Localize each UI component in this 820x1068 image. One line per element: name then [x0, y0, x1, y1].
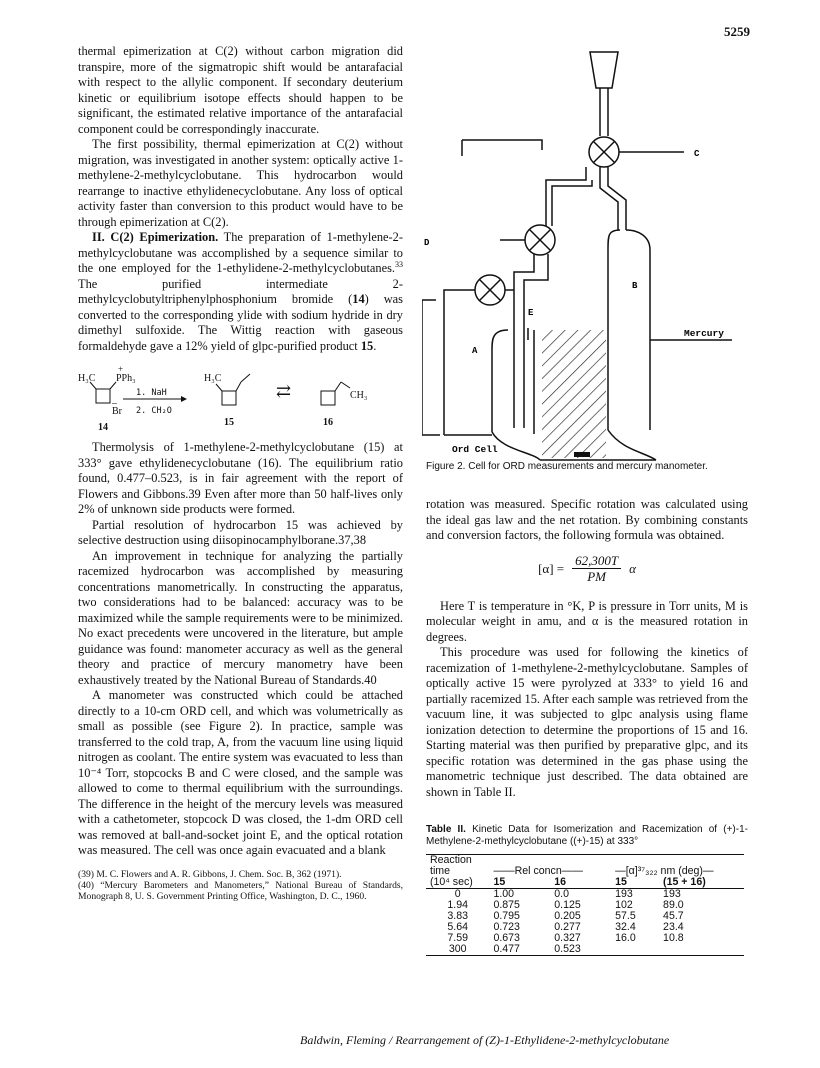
left-column [78, 44, 403, 902]
table-header: ——Rel concn—— [493, 865, 583, 877]
table-row: 5.64 0.723 0.277 32.4 23.4 [447, 921, 684, 933]
paragraph: thermal epimerization at C(2) without carbon migration did transpire, more of the sigmatropic shift would be antarafacial with respect to the allylic component. If secondary deuterium kinetic or equilibrium isotope effects should happen to be significant, the estimated relative importance of the antarafacial component could be correspondingly inaccurate. [78, 44, 403, 136]
paragraph: Thermolysis of 1-methylene-2-methylcyclobutane (15) at 333° gave ethylidenecyclobutane (16). The equilibrium ratio found, 0.477–0.523, is in fair agreement with the report of Flowers and Gibbons.39 Even after more than 50 half-lives only 2% of unknown side products were formed. [78, 440, 403, 516]
reference-39: (39) M. C. Flowers and A. R. Gibbons, J. Chem. Soc. B, 362 (1971). [78, 868, 342, 880]
ch3-label: CH₃ [350, 390, 368, 401]
reference-40: (40) “Mercury Barometers and Manometers,” National Bureau of Standards, Monograph 8, U. S. Government Printing Office, Washington, D. C., 1960. [78, 879, 403, 902]
reagent-2: 2. CH₂O [136, 406, 172, 416]
table-title: Table II. Kinetic Data for Isomerization and Racemization of (+)-1-Methylene-2-methylcyclobutane ((+)-15) at 333° [426, 824, 748, 847]
paragraph: An improvement in technique for analyzing the partially racemized hydrocarbon was accomplished by measuring concentrations manometrically. In constructing the apparatus, two considerations had to be balanced: accuracy was to be maximized while the sample requirements were to be minimized. No exact precedents were uncovered in the literature, but ample guidance was found: manometer accuracy as well as the general theory and practice of mercury manometry have been exhaustively treated by the National Bureau of Standards.40 [78, 548, 403, 687]
label-a: A [472, 346, 478, 356]
h3c-label: H₃C [204, 373, 222, 384]
table-row: 0 1.00 0.0 193 193 [454, 888, 681, 900]
table-header: time [430, 865, 451, 877]
paragraph: This procedure was used for following the kinetics of racemization of 1-methylene-2-methylcyclobutane. Samples of optically active 15 were pyrolyzed at 333° to yield 16 and partially racemized 15. After each sample was retrieved from the vacuum line, it was subjected to glpc analysis using flame ionization detection to determine the proportions of 15 and 16. Starting material was then purified by preparative glpc, and its specific rotation was determined in the gas phase using the manometric technique just described. The data obtained are shown in Table II. [426, 645, 748, 799]
specific-rotation-formula [426, 553, 748, 585]
formula-lhs: [α] = [538, 560, 565, 576]
running-footer: Baldwin, Fleming / Rearrangement of (Z)-1-Ethylidene-2-methylcyclobutane [300, 1033, 670, 1047]
label-ord-cell: Ord Cell [452, 444, 498, 455]
table-header: —[α]³⁷₃₂₂ nm (deg)— [615, 865, 714, 877]
paragraph: Partial resolution of hydrocarbon 15 was achieved by selective destruction using diisopinocamphylborane.37,38 [78, 517, 403, 547]
kinetic-data-table [426, 854, 744, 956]
pph3-label: PPh₃ [116, 373, 136, 384]
right-column [426, 497, 748, 956]
table-header: 16 [554, 876, 567, 888]
h3c-label: H₃C [78, 373, 96, 384]
paragraph: The first possibility, thermal epimerization at C(2) without migration, was investigated in another system: optically active 1-methylene-2-methylcyclobutane. This hydrocarbon would rearrange to inactive ethylidenecyclobutane. Any loss of optical activity faster than conversion to this product would have to be through epimerization at C(2). [78, 137, 403, 229]
label-e: E [528, 308, 534, 318]
formula-alpha: α [629, 560, 636, 576]
formula-fraction [572, 553, 621, 585]
label-mercury: Mercury [684, 328, 724, 339]
label-c: C [694, 149, 700, 159]
table-row: 1.94 0.875 0.125 102 89.0 [447, 899, 684, 911]
page-number: 5259 [724, 24, 750, 39]
table-row: 300 0.477 0.523 [448, 943, 581, 955]
plus-charge: + [118, 364, 124, 374]
paragraph: A manometer was constructed which could be attached directly to a 10-cm ORD cell, and which was volumetrically as small as possible (see Figure 2). In practice, sample was transferred to the cold trap, A, from the vacuum line using liquid nitrogen as coolant. The entire system was evacuated to less than 10⁻⁴ Torr, stopcocks B and C were closed, and the sample was allowed to come to thermal equilibrium with the surroundings. The difference in the height of the mercury levels was measured with a cathetometer, stopcock D was closed, the 1-dm ORD cell was removed at ball-and-socket joint E, and the optical rotation was measured. The cell was once again evacuated and a blank [78, 688, 403, 857]
reagent-1: 1. NaH [136, 388, 167, 398]
table-header: (15 + 16) [663, 876, 706, 888]
formula-numerator: 62,300T [572, 553, 621, 570]
table-header: 15 [615, 876, 627, 888]
table-row: 7.59 0.673 0.327 16.0 10.8 [447, 932, 684, 944]
label-b: B [632, 281, 638, 291]
figure-2-apparatus [422, 40, 752, 470]
figure-caption: Figure 2. Cell for ORD measurements and mercury manometer. [426, 461, 708, 472]
formula-denominator: PM [587, 569, 606, 584]
table-header: (10⁴ sec) [430, 876, 473, 888]
label-d: D [424, 238, 430, 248]
table-header: Reaction [430, 854, 472, 866]
paragraph: Here T is temperature in °K, P is pressure in Torr units, M is molecular weight in amu, and α is the measured rotation in degrees. [426, 598, 748, 644]
minus-charge: – [112, 398, 117, 409]
compound-14-label: 14 [98, 422, 108, 433]
paragraph: rotation was measured. Specific rotation was calculated using the ideal gas law and the net rotation. By combining constants and conversion factors, the following formula was obtained. [426, 497, 748, 542]
reaction-scheme [78, 360, 403, 438]
table-row: 3.83 0.795 0.205 57.5 45.7 [447, 910, 684, 922]
paragraph-section-ii: II. C(2) Epimerization. The preparation of 1-methylene-2-methylcyclobutane was accomplished by a sequence similar to the one employed for the 1-ethylidene-2-methylcyclobutanes.$^{33}$ The purified intermediate 2-methylcyclobutyltriphenylphosphonium bromide (14) was converted to the corresponding ylide with sodium hydride in dry dimethyl sulfoxide. The Wittig reaction with gaseous formaldehyde gave a 12% yield of glpc-purified product 15. [78, 230, 403, 353]
table-header: 15 [493, 876, 506, 888]
section-heading: II. C(2) Epimerization. [92, 230, 219, 244]
equilibrium-arrow: ⇄ [276, 381, 292, 401]
compound-16-label: 16 [323, 417, 333, 428]
br-label: Br [112, 406, 122, 417]
compound-15-label: 15 [224, 417, 234, 428]
